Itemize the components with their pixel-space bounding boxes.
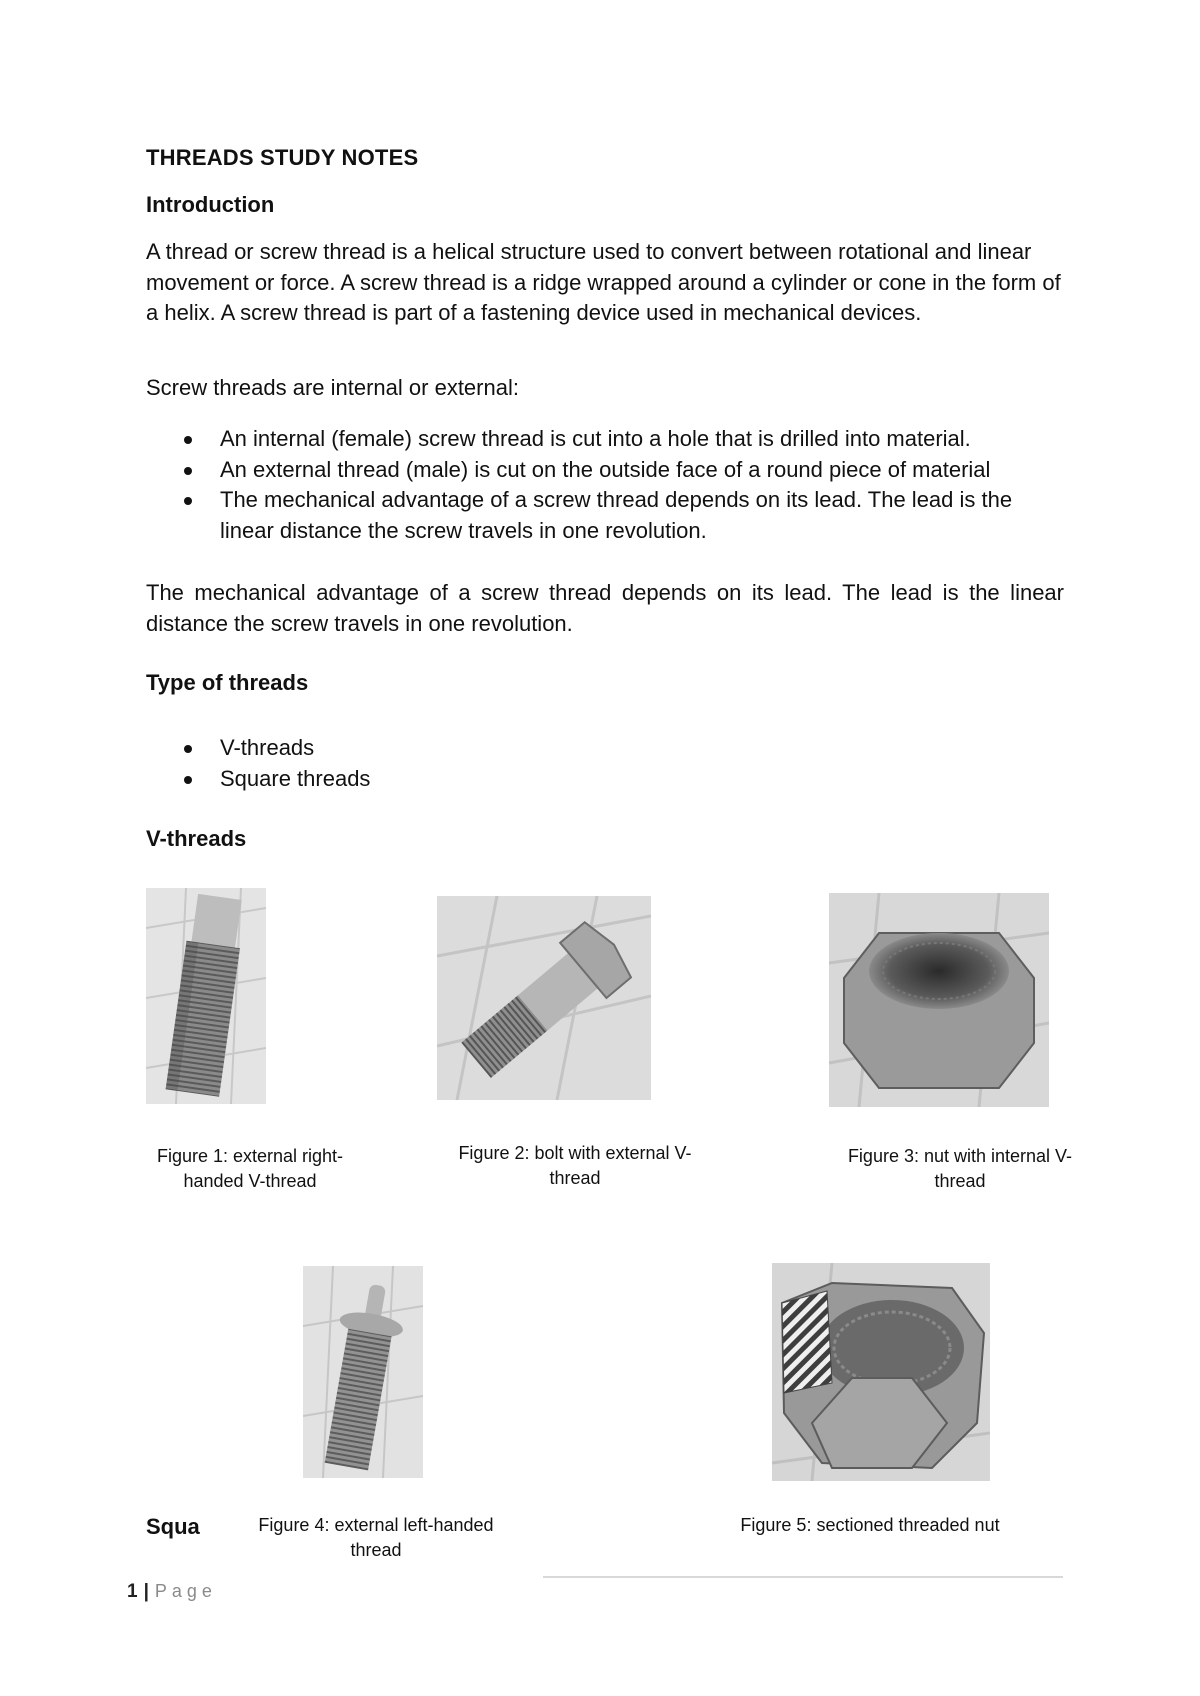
list-item: Square threads: [146, 764, 1066, 795]
sectioned-nut-photo: [772, 1263, 990, 1481]
page-label: Page: [154, 1581, 217, 1601]
lead-paragraph: The mechanical advantage of a screw thread depends on its lead. The lead is the linear distance the screw travels in one revolution.: [146, 580, 1064, 636]
list-item: An external thread (male) is cut on the outside face of a round piece of material: [146, 455, 1066, 486]
list-item: The mechanical advantage of a screw thread depends on its lead. The lead is the linear distance the screw travels in one revolution.: [146, 485, 1066, 546]
external-left-handed-thread-photo: [303, 1266, 423, 1478]
types-heading: Type of threads: [146, 670, 309, 695]
document-title: THREADS STUDY NOTES: [146, 145, 419, 170]
intro-paragraph: A thread or screw thread is a helical structure used to convert between rotational and linear movement or force. A screw thread is a ridge wrapped around a cylinder or cone in the form of a helix. A screw thread is part of a fastening device used in mechanical devices.: [146, 239, 1061, 325]
bolt-photo: [437, 896, 651, 1100]
vthreads-heading: V-threads: [146, 826, 247, 851]
list-item: An internal (female) screw thread is cut into a hole that is drilled into material.: [146, 424, 1066, 455]
introduction-heading: Introduction: [146, 192, 275, 217]
figure-1-caption: Figure 1: external right-handed V-thread: [156, 1146, 344, 1191]
external-right-handed-thread-photo: [146, 888, 266, 1104]
page-footer: [127, 1581, 217, 1603]
list-item: V-threads: [146, 733, 1066, 764]
figure-5-caption: Figure 5: sectioned threaded nut: [740, 1515, 1000, 1535]
nut-photo: [829, 893, 1049, 1107]
figure-2-caption: Figure 2: bolt with external V-thread: [458, 1143, 692, 1188]
thread-types-list: [146, 733, 1066, 794]
footer-separator: |: [143, 1581, 149, 1602]
footer-divider: [543, 1576, 1063, 1578]
truncated-heading: Squa: [146, 1514, 200, 1539]
thread-bullet-list: [146, 424, 1066, 546]
internal-external-lead: Screw threads are internal or external:: [146, 375, 519, 400]
page-number: 1: [127, 1581, 138, 1602]
figure-4-caption: Figure 4: external left-handed thread: [258, 1515, 494, 1560]
figure-3-caption: Figure 3: nut with internal V-thread: [847, 1146, 1073, 1191]
